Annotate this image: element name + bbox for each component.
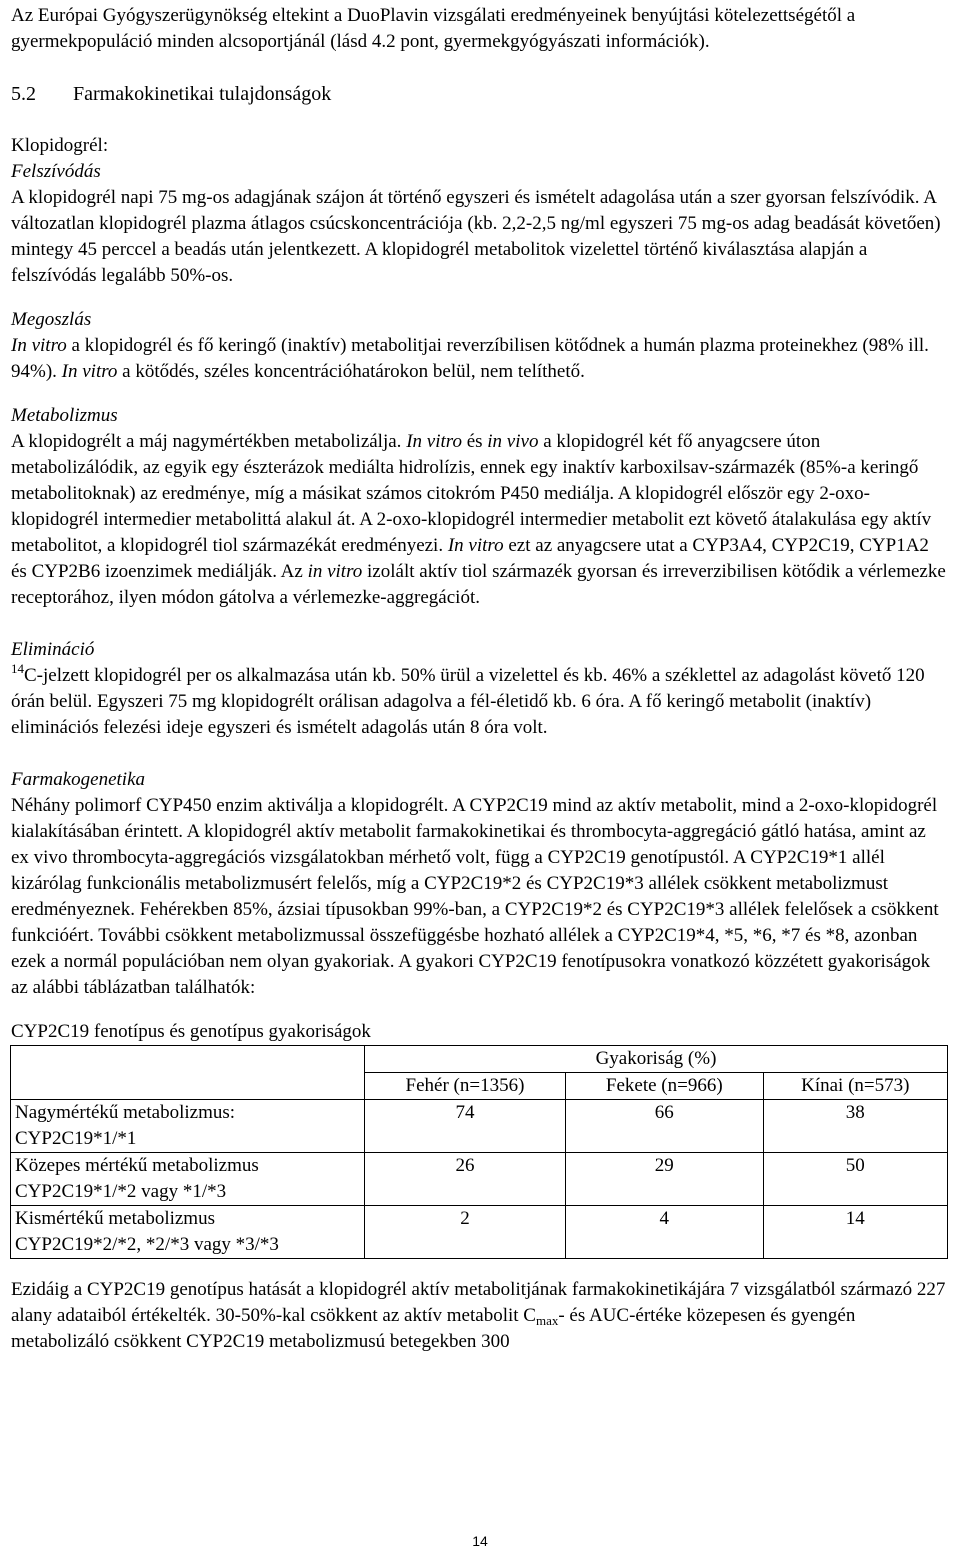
metabolism-text-part: izolált aktív tiol származék gyorsan és irreverzibilisen kötődik a vérlemezke receptorához, ilyen módon gátolva a vérlemezke-aggregációt.: [11, 561, 946, 608]
metabolism-text-part: A klopidogrélt a máj nagymértékben metabolizálja.: [11, 431, 407, 452]
row-label-line: Nagymértékű metabolizmus:: [15, 1102, 236, 1123]
in-vitro-term: In vitro: [406, 431, 462, 452]
table-column-header: Kínai (n=573): [763, 1073, 947, 1100]
table-row-label: [11, 1206, 365, 1259]
section-number: 5.2: [11, 83, 36, 105]
section-title: Farmakokinetikai tulajdonságok: [73, 83, 332, 105]
table-cell: 29: [565, 1153, 763, 1206]
distribution-text: [11, 333, 947, 385]
elimination-text: [11, 663, 947, 741]
row-label-line: CYP2C19*1/*2 vagy *1/*3: [15, 1181, 227, 1202]
absorption-heading: Felszívódás: [11, 161, 101, 182]
isotope-superscript: 14: [11, 661, 24, 676]
table-header-empty: [11, 1046, 365, 1073]
metabolism-text: [11, 429, 947, 611]
metabolism-text-part: és: [461, 431, 488, 452]
frequency-table: [10, 1045, 948, 1259]
closing-text-part: Ezidáig a CYP2C19 genotípus hatását a klopidogrél aktív metabolitjának farmakokinetikájára 7 vizsgálatból származó 227 alany adataiból értékelték. 30-50%-kal csökkent az aktív metabolit C: [11, 1279, 946, 1326]
table-column-header: Fekete (n=966): [565, 1073, 763, 1100]
table-cell: 4: [565, 1206, 763, 1259]
metabolism-heading: Metabolizmus: [11, 405, 118, 426]
page-number: 14: [472, 1533, 488, 1549]
table-cell: 26: [365, 1153, 566, 1206]
distribution-text-part: a kötődés, széles koncentrációhatárokon belül, nem telíthető.: [117, 361, 585, 382]
pharmacogenetics-heading: Farmakogenetika: [11, 769, 146, 790]
closing-text-part: - és AUC-értéke közepesen és gyengén metabolizáló csökkent CYP2C19 metabolizmusú betegekben 300: [11, 1305, 856, 1352]
table-header-row: [11, 1073, 948, 1100]
table-cell: 38: [763, 1100, 947, 1153]
table-header-row: [11, 1046, 948, 1073]
pharmacogenetics-text: Néhány polimorf CYP450 enzim aktiválja a klopidogrélt. A CYP2C19 mind az aktív metabolit, mind a 2-oxo-klopidogrél kialakításában érintett. A klopidogrél aktív metabolit farmakokinetikai és thrombocyta-aggregáció gátló hatása, amint az ex vivo thrombocyta-aggregációs vizsgálatokban mérhető volt, függ a CYP2C19 genotípustól. A CYP2C19*1 allél kizárólag funkcionális metabolizmusért felelős, míg a CYP2C19*2 és CYP2C19*3 allélek csökkent metabolizmust eredményeznek. Fehérekben 85%, ázsiai típusokban 99%-ban, a CYP2C19*2 és CYP2C19*3 allélek felelősek a csökkent funkcióért. További csökkent metabolizmussal összefüggésbe hozható allélek a CYP2C19*4, *5, *6, *7 és *8, azonban ezek a normál populációban nem olyan gyakoriak. A gyakori CYP2C19 fenotípusokra vonatkozó közzétett gyakoriságok az alábbi táblázatban találhatók:: [11, 795, 939, 998]
in-vitro-term: in vitro: [307, 561, 363, 582]
section-heading: [11, 81, 947, 107]
table-cell: 50: [763, 1153, 947, 1206]
in-vitro-term: In vitro: [447, 535, 504, 556]
in-vitro-term: In vitro: [11, 335, 67, 356]
distribution-text-part: a klopidogrél és fő keringő (inaktív) metabolitjai reverzíbilisen kötődnek a humán plazma proteinekhez (98% ill. 94%).: [11, 335, 929, 382]
table-cell: 14: [763, 1206, 947, 1259]
metabolism-text-part: ezt az anyagcsere utat a CYP3A4, CYP2C19, CYP1A2 és CYP2B6 izoenzimek mediálják. Az: [11, 535, 929, 582]
table-group-header: Gyakoriság (%): [365, 1046, 948, 1073]
absorption-text: A klopidogrél napi 75 mg-os adagjának szájon át történő egyszeri és ismételt adagolása után a szer gyorsan felszívódik. A változatlan klopidogrél plazma átlagos csúcskoncentrációja (kb. 2,2-2,5 ng/ml egyszeri 75 mg-os adag beadását követően) mintegy 45 perccel a beadás után jelentkezett. A klopidogrél metabolitok vizelettel történő kiválasztása alapján a felszívódás legalább 50%-os.: [11, 187, 941, 286]
table-cell: 2: [365, 1206, 566, 1259]
table-column-header: Fehér (n=1356): [365, 1073, 566, 1100]
table-row: [11, 1153, 948, 1206]
cmax-subscript: max: [535, 1313, 559, 1328]
closing-paragraph: [11, 1277, 947, 1355]
metabolism-text-part: a klopidogrél két fő anyagcsere úton metabolizálódik, az egyik egy észterázok mediálta hidrolízis, ennek egy inaktív karboxilsav-származék (85%-a keringő metabolitoknak) az eredménye, míg a másikat számos citokróm P450 mediálja. A klopidogrél először egy 2-oxo-klopidogrél intermedier metabolittá alakul át. A 2-oxo-klopidogrél intermedier metabolit ezt követő átalakulása egy aktív metabolitot, a klopidogrél tiol származékát eredményezi.: [11, 431, 932, 556]
table-row-label: [11, 1153, 365, 1206]
subject-label: Klopidogrél:: [11, 135, 109, 156]
elimination-heading: Elimináció: [11, 639, 95, 660]
table-row-label: [11, 1100, 365, 1153]
table-cell: 66: [565, 1100, 763, 1153]
in-vivo-term: in vivo: [487, 431, 539, 452]
table-row: [11, 1206, 948, 1259]
distribution-heading: Megoszlás: [11, 309, 92, 330]
row-label-line: CYP2C19*2/*2, *2/*3 vagy *3/*3: [15, 1234, 279, 1255]
row-label-line: CYP2C19*1/*1: [15, 1128, 137, 1149]
table-header-empty: [11, 1073, 365, 1100]
table-row: [11, 1100, 948, 1153]
intro-paragraph: Az Európai Gyógyszerügynökség eltekint a DuoPlavin vizsgálati eredményeinek benyújtási kötelezettségétől a gyermekpopuláció minden alcsoportjánál (lásd 4.2 pont, gyermekgyógyászati információk).: [11, 5, 856, 52]
document-page: [11, 3, 947, 1355]
table-caption: CYP2C19 fenotípus és genotípus gyakoriságok: [11, 1021, 371, 1042]
in-vitro-term: In vitro: [61, 361, 118, 382]
table-cell: 74: [365, 1100, 566, 1153]
elimination-text-part: C-jelzett klopidogrél per os alkalmazása után kb. 50% ürül a vizelettel és kb. 46% a széklettel az adagolást követő 120 órán belül. Egyszeri 75 mg klopidogrélt orálisan adagolva a fél-életidő kb. 6 óra. A fő keringő metabolit (inaktív) eliminációs felezési ideje egyszeri és ismételt adagolás után 8 óra volt.: [11, 665, 925, 738]
row-label-line: Közepes mértékű metabolizmus: [15, 1155, 259, 1176]
row-label-line: Kismértékű metabolizmus: [15, 1208, 215, 1229]
